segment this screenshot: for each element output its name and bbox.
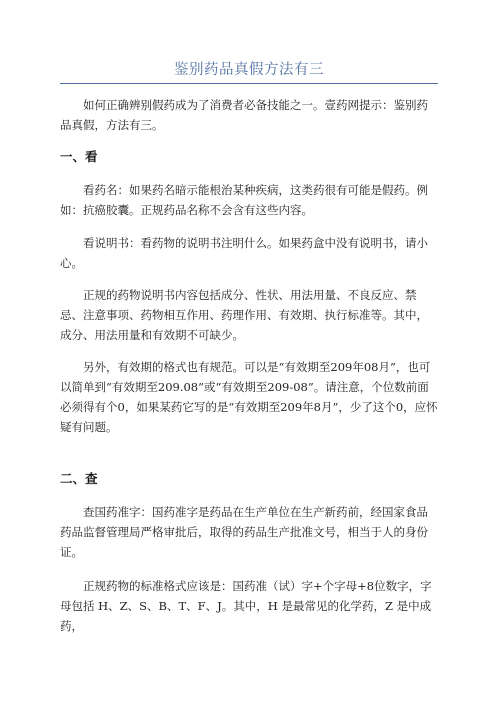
paragraph-expiry-format: 另外，有效期的格式也有规范。可以是“有效期至209年08月”，也可以简单到“有效期至209.08”或“有效期至209-08”。请注意，个位数前面必须得有个0，如果某药它写的是“有效期至209年8月”，少了这个0，应怀疑有问题。	[60, 360, 438, 434]
paragraph-instruction-contents: 正规的药物说明书内容包括成分、性状、用法用量、不良反应、禁忌、注意事项、药物相互作用、药理作用、有效期、执行标准等。其中，成分、用法用量和有效期不可缺少。	[60, 288, 428, 342]
paragraph-drug-name: 看药名：如果药名暗示能根治某种疾病，这类药很有可能是假药。例如：抗癌胶囊。正规药品名称不会含有这些内容。	[60, 183, 428, 217]
paragraph-instructions: 看说明书：看药物的说明书注明什么。如果药盒中没有说明书，请小心。	[60, 236, 428, 270]
paragraph-standard-format: 正规药物的标准格式应该是：国药准（试）字+个字母+8位数字，字母包括 H、Z、S、B、T、F、J。其中，H 是最常见的化学药，Z 是中成药，	[60, 579, 432, 633]
title-divider	[60, 83, 438, 84]
intro-paragraph: 如何正确辨别假药成为了消费者必备技能之一。壹药网提示：鉴别药品真假，方法有三。	[60, 98, 428, 132]
paragraph-approval-number: 查国药准字：国药准字是药品在生产单位在生产新药前，经国家食品药品监督管理局严格审批后，取得的药品生产批准文号，相当于人的身份证。	[60, 505, 428, 559]
document-title: 鉴别药品真假方法有三	[174, 62, 324, 78]
section-heading-look: 一、看	[60, 149, 98, 164]
section-heading-check: 二、查	[60, 471, 98, 486]
